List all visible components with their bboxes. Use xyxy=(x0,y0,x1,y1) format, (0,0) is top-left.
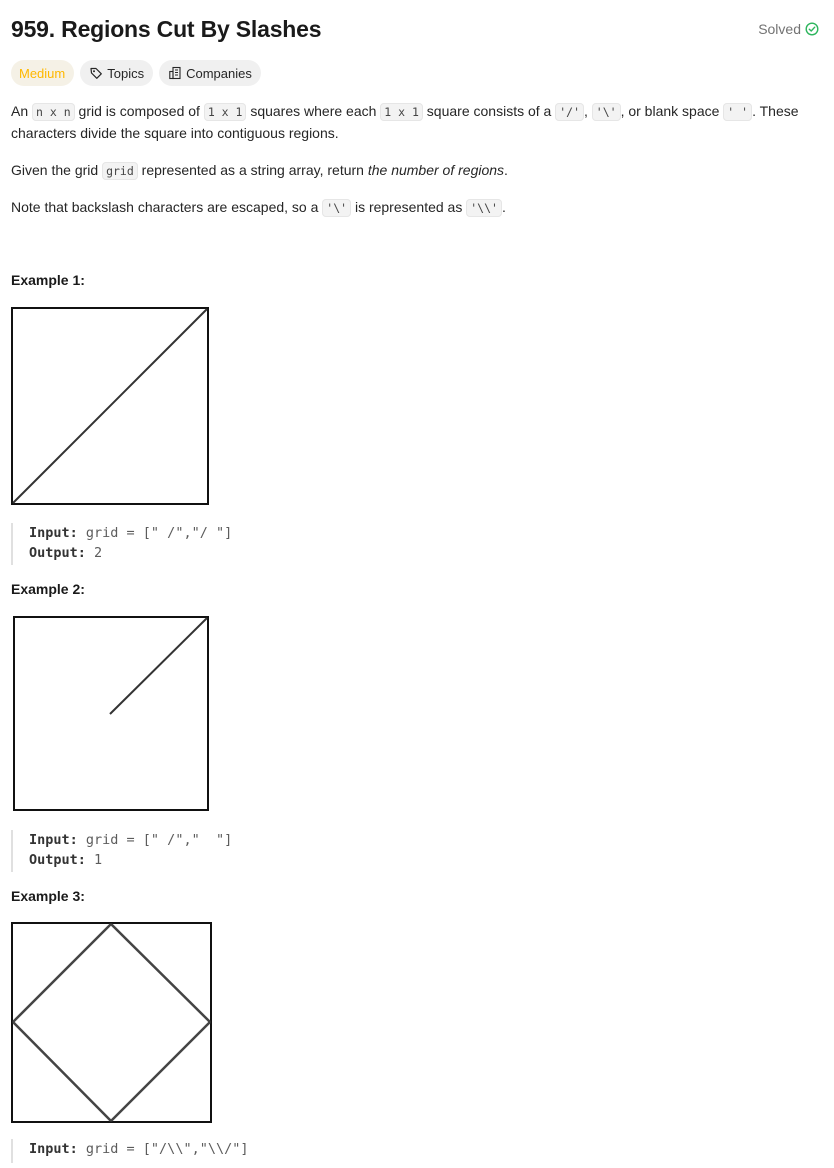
statement-paragraph-1: An n x n grid is composed of 1 x 1 squares where each 1 x 1 square consists of a '/' , '\' , or blank space ' ' . These characters divide the square into contiguous regions. xyxy=(11,103,799,141)
solved-status-label: Solved xyxy=(758,21,801,37)
topics-button[interactable] xyxy=(80,60,153,86)
example-2-heading: Example 2: xyxy=(11,581,85,597)
inline-code: 1 x 1 xyxy=(380,103,423,121)
inline-code: 1 x 1 xyxy=(204,103,247,121)
difficulty-badge xyxy=(11,60,74,86)
inline-code: n x n xyxy=(32,103,75,121)
output-value: 2 xyxy=(85,545,103,561)
inline-code: '\' xyxy=(322,199,351,217)
companies-label: Companies xyxy=(186,65,252,81)
example-1-heading: Example 1: xyxy=(11,272,85,288)
example-3-grid-image xyxy=(11,922,212,1123)
inline-code: '\\' xyxy=(466,199,502,217)
inline-code: '\' xyxy=(592,103,621,121)
inline-code: grid xyxy=(102,162,138,180)
input-label: Input: xyxy=(29,525,78,541)
title-row xyxy=(11,14,823,46)
difficulty-label: Medium xyxy=(19,65,66,81)
input-value: grid = ["/\\","\\/"] xyxy=(77,1141,249,1157)
output-label: Output: xyxy=(29,545,86,561)
output-label: Output: xyxy=(29,852,86,868)
output-value: 1 xyxy=(85,852,103,868)
check-circle-icon xyxy=(805,22,819,36)
inline-code: ' ' xyxy=(723,103,752,121)
problem-title[interactable]: 959. Regions Cut By Slashes xyxy=(11,16,322,42)
input-value: grid = [" /"," "] xyxy=(77,832,233,848)
input-label: Input: xyxy=(29,1141,78,1157)
solved-status xyxy=(758,21,819,37)
example-1-io xyxy=(11,523,232,565)
input-value: grid = [" /","/ "] xyxy=(77,525,233,541)
input-label: Input: xyxy=(29,832,78,848)
inline-code: '/' xyxy=(555,103,584,121)
example-2-grid-image xyxy=(11,615,210,812)
example-1-grid-image xyxy=(11,307,209,505)
tag-icon xyxy=(89,66,103,80)
building-icon xyxy=(168,66,182,80)
emphasis-text: the number of regions xyxy=(367,162,505,178)
topics-label: Topics xyxy=(107,65,145,81)
example-3-heading: Example 3: xyxy=(11,888,85,904)
tag-row xyxy=(11,60,261,86)
example-3-io xyxy=(11,1139,248,1163)
companies-button[interactable] xyxy=(159,60,261,86)
statement-paragraph-3: Note that backslash characters are escaped, so a '\' is represented as '\\' . xyxy=(11,199,506,215)
example-2-io xyxy=(11,830,232,872)
statement-paragraph-2: Given the grid grid represented as a string array, return the number of regions. xyxy=(11,162,508,178)
